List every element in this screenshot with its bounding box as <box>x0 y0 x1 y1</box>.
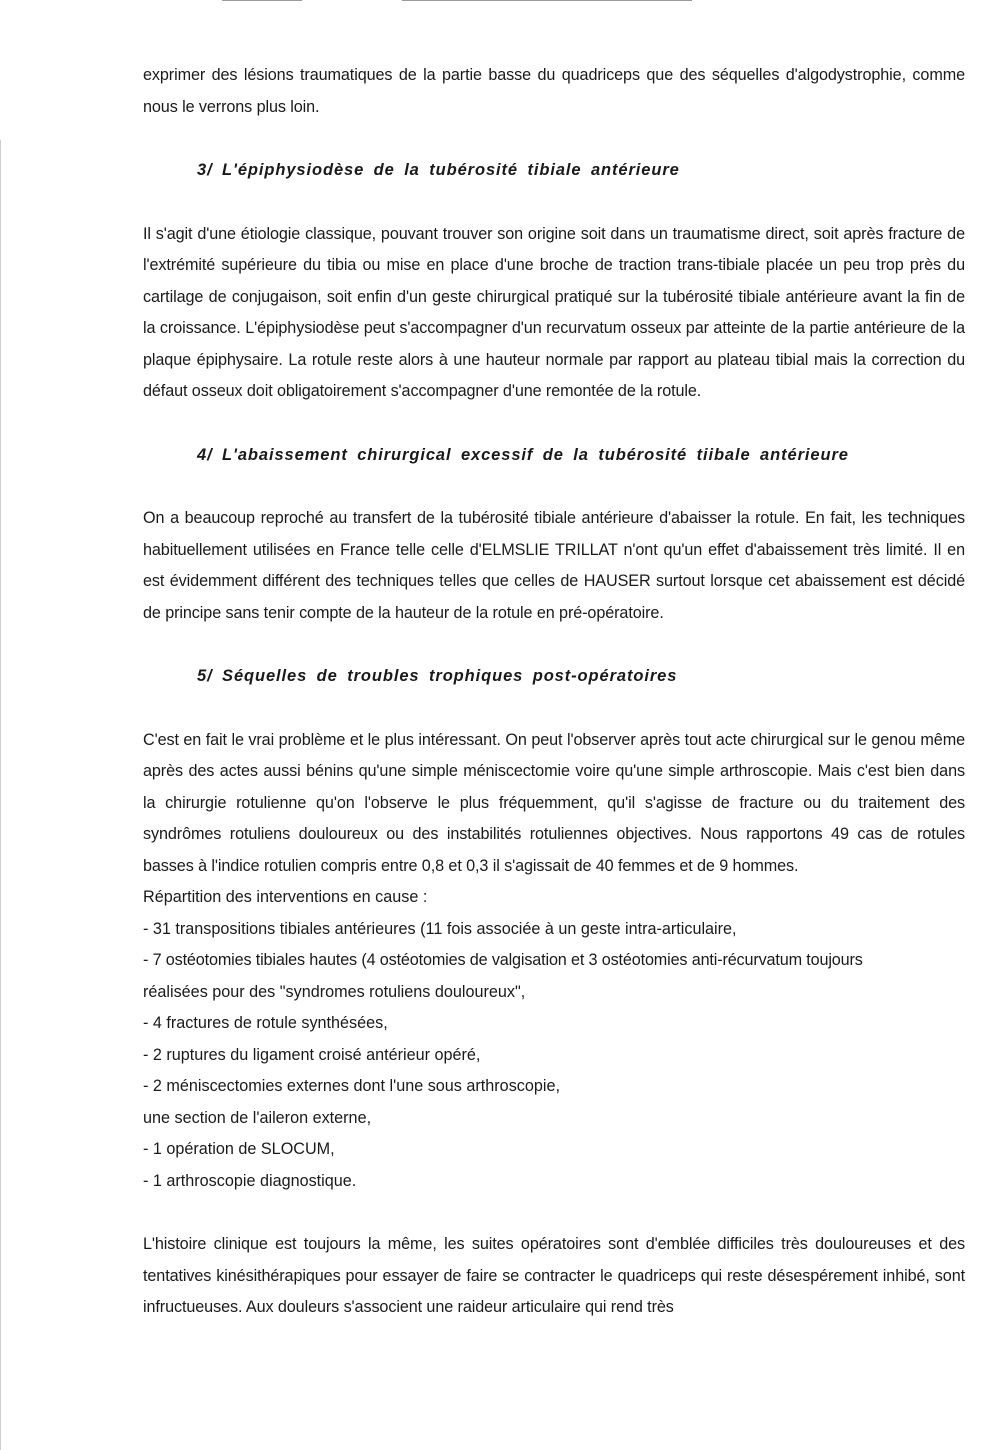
closing-paragraph: L'histoire clinique est toujours la même, les suites opératoires sont d'emblée difficiles très douloureuses et des tentatives kinésithérapiques pour essayer de faire se contracter le quadriceps qui reste désespérement inhibé, sont infructueuses. Aux douleurs s'associent une raideur articulaire qui rend très <box>143 1235 965 1316</box>
section-3-paragraph: Il s'agit d'une étiologie classique, pouvant trouver son origine soit dans un traumatisme direct, soit après fracture de l'extrémité supérieure du tibia ou mise en place d'une broche de traction trans-tibiale placée un peu trop près du cartilage de conjugaison, soit enfin d'un geste chirurgical pratiqué sur la tubérosité tibiale antérieure avant la fin de la croissance. L'épiphysiodèse peut s'accompagner d'un recurvatum osseux par atteinte de la partie antérieure de la plaque épiphysaire. La rotule reste alors à une hauteur normale par rapport au plateau tibial mais la correction du défaut osseux doit obligatoirement s'accompagner d'une remontée de la rotule. <box>143 224 965 400</box>
list-item: - 1 opération de SLOCUM, <box>143 1140 335 1158</box>
document-page <box>143 60 965 1324</box>
list-intro: Répartition des interventions en cause : <box>143 888 428 906</box>
list-item: réalisées pour des "syndromes rotuliens douloureux", <box>143 982 526 1001</box>
list-item: - 1 arthroscopie diagnostique. <box>143 1171 357 1190</box>
list-item: - 31 transpositions tibiales antérieures (11 fois associée à un geste intra-articulaire, <box>143 919 737 938</box>
scan-artifact-line <box>402 0 692 1</box>
list-item: - 7 ostéotomies tibiales hautes (4 ostéotomies de valgisation et 3 ostéotomies anti-récurvatum toujours <box>143 951 863 969</box>
list-item: - 2 méniscectomies externes dont l'une sous arthroscopie, <box>143 1077 560 1095</box>
section-5-paragraph: C'est en fait le vrai problème et le plus intéressant. On peut l'observer après tout acte chirurgical sur le genou même après des actes aussi bénins qu'une simple méniscectomie voire qu'une simple arthroscopie. Mais c'est bien dans la chirurgie rotulienne qu'on l'observe le plus fréquemment, qu'il s'agisse de fracture ou du traitement des syndrômes rotuliens douloureux ou des instabilités rotuliennes objectives. Nous rapportons 49 cas de rotules basses à l'indice rotulien compris entre 0,8 et 0,3 il s'agissait de 40 femmes et de 9 hommes. <box>143 730 965 875</box>
section-4-paragraph: On a beaucoup reproché au transfert de la tubérosité tibiale antérieure d'abaisser la rotule. En fait, les techniques habituellement utilisées en France telle celle d'ELMSLIE TRILLAT n'ont qu'un effet d'abaissement très limité. Il en est évidemment différent des techniques telles que celles de HAUSER surtout lorsque cet abaissement est décidé de principe sans tenir compte de la hauteur de la rotule en pré-opératoire. <box>143 509 965 622</box>
scan-artifact-line <box>222 0 302 1</box>
section-3-heading: 3/ L'épiphysiodèse de la tubérosité tibiale antérieure <box>197 161 680 179</box>
list-item: une section de l'aileron externe, <box>143 1108 372 1127</box>
section-5-heading: 5/ Séquelles de troubles trophiques post-opératoires <box>197 667 678 685</box>
intro-paragraph: exprimer des lésions traumatiques de la partie basse du quadriceps que des séquelles d'algodystrophie, comme nous le verrons plus loin. <box>143 66 965 116</box>
scan-margin-edge <box>0 140 1 1450</box>
list-item: - 2 ruptures du ligament croisé antérieur opéré, <box>143 1045 481 1064</box>
section-4-heading: 4/ L'abaissement chirurgical excessif de la tubérosité tiibale antérieure <box>197 445 849 464</box>
list-item: - 4 fractures de rotule synthésées, <box>143 1014 388 1032</box>
